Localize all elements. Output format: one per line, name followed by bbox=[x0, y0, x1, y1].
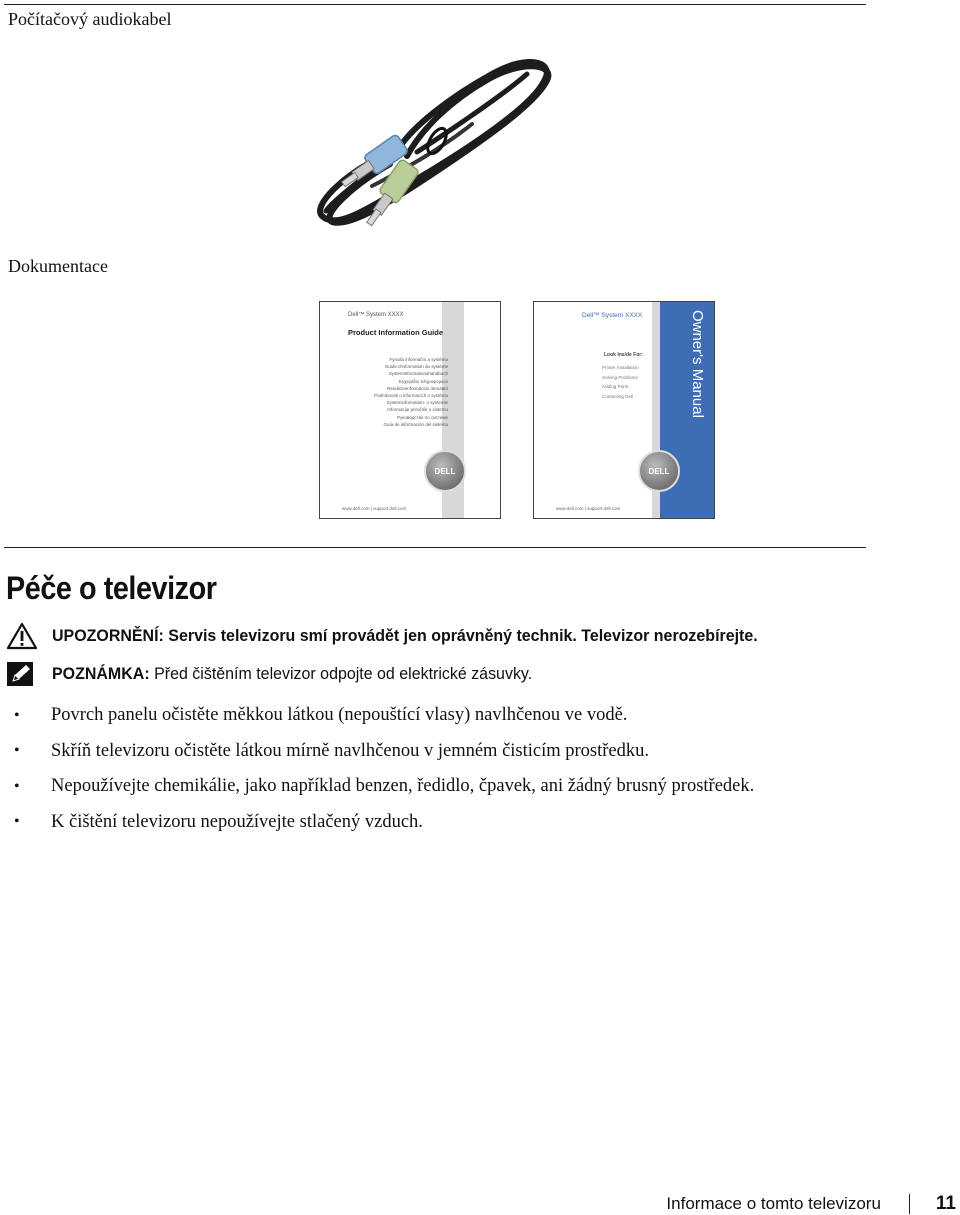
manual-items: Printer Installation Solving Problems Adding Parts Contacting Dell bbox=[602, 365, 639, 399]
warning-triangle-icon bbox=[6, 622, 40, 650]
manual-brand: Dell™ System XXXX bbox=[582, 312, 643, 319]
dell-logo-icon: DELL bbox=[424, 450, 466, 492]
note-pencil-icon bbox=[6, 660, 40, 688]
list-item: • K čištění televizoru nepoužívejte stlačený vzduch. bbox=[14, 811, 423, 832]
page-number: 11 bbox=[935, 1193, 956, 1214]
bullet-icon: • bbox=[14, 742, 20, 760]
dell-logo-icon: DELL bbox=[638, 450, 680, 492]
bullet-icon: • bbox=[14, 813, 20, 831]
page-title: Péče o televizor bbox=[6, 570, 217, 606]
list-item: • Povrch panelu očistěte měkkou látkou (nepouštící vlasy) navlhčenou ve vodě. bbox=[14, 705, 628, 726]
owners-manual-booklet bbox=[533, 301, 715, 519]
footer-section-title: Informace o tomto televizoru bbox=[666, 1194, 881, 1213]
note-label: POZNÁMKA: bbox=[52, 664, 150, 683]
manual-look-inside: Look Inside For: bbox=[604, 352, 643, 358]
booklet-brand: Dell™ System XXXX bbox=[348, 312, 404, 318]
manual-spine: Owner's Manual bbox=[660, 302, 714, 518]
cable-label: Počítačový audiokabel bbox=[8, 9, 172, 29]
footer-separator bbox=[909, 1194, 910, 1214]
note-notice bbox=[6, 660, 563, 688]
documentation-label: Dokumentace bbox=[8, 256, 108, 276]
caution-label: UPOZORNĚNÍ: bbox=[52, 626, 164, 645]
list-item: • Nepoužívejte chemikálie, jako například benzen, ředidlo, čpavek, ani žádný brusný prostředek. bbox=[14, 776, 755, 797]
audio-cable-image bbox=[312, 56, 562, 231]
page-footer bbox=[666, 1193, 960, 1215]
booklet-title: Product Information Guide bbox=[348, 328, 443, 337]
bullet-icon: • bbox=[14, 777, 20, 795]
note-text: Před čištěním televizor odpojte od elektrické zásuvky. bbox=[154, 664, 533, 683]
booklet-language-list: Fynulla informační a systému Guide d'information du système Systeminformationshandbuch Εγχειρίδιο πληροφοριών Rendszerinformációs útmutató Podrobnosti o informacích o systému Systeminformation- o systemie Informacije priročnik o sistemu Руководство по системе Guía de información del sistema bbox=[373, 357, 448, 427]
caution-notice bbox=[6, 622, 803, 650]
manual-footer: www.dell.com | support.dell.com bbox=[556, 506, 621, 511]
bullet-icon: • bbox=[14, 706, 20, 724]
section-rule bbox=[4, 547, 866, 548]
list-item: • Skříň televizoru očistěte látkou mírně navlhčenou v jemném čisticím prostředku. bbox=[14, 740, 650, 761]
product-information-guide-booklet bbox=[319, 301, 501, 519]
care-instructions-list bbox=[14, 698, 754, 840]
booklet-footer: www.dell.com | support.dell.com bbox=[342, 506, 407, 511]
top-rule bbox=[4, 4, 866, 5]
caution-text: Servis televizoru smí provádět jen oprávněný technik. Televizor nerozebírejte. bbox=[168, 626, 758, 645]
